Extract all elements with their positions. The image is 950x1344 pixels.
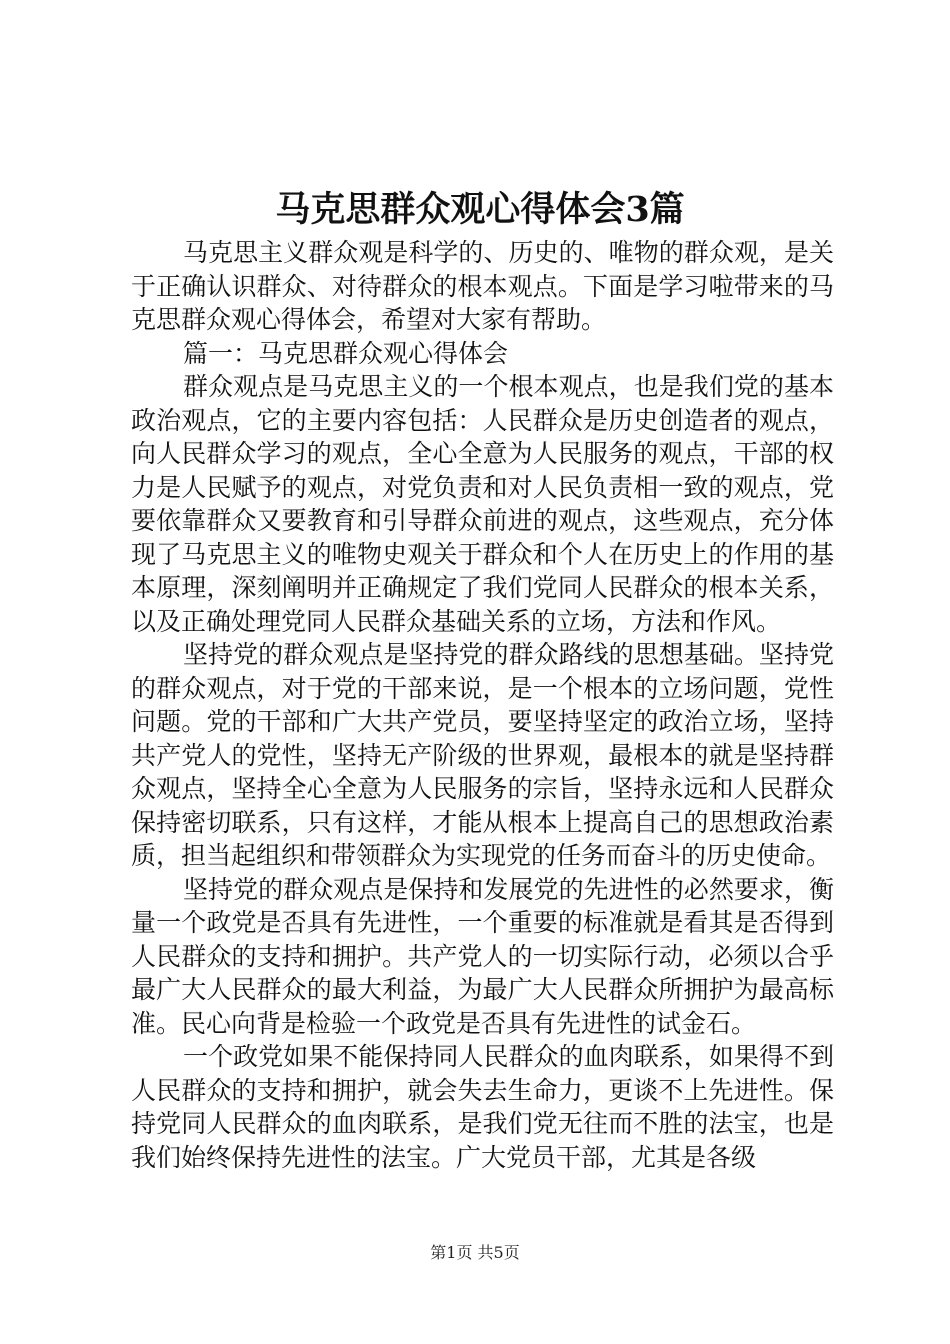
body-paragraph: 一个政党如果不能保持同人民群众的血肉联系，如果得不到人民群众的支持和拥护，就会失去生命力，更谈不上先进性。保持党同人民群众的血肉联系，是我们党无往而不胜的法宝，也是我们始终保持先进性的法宝。广大党员干部，尤其是各级 — [131, 1042, 834, 1172]
page-number-footer: 第1页 共5页 — [430, 1243, 520, 1262]
body-paragraph: 坚持党的群众观点是保持和发展党的先进性的必然要求，衡量一个政党是否具有先进性，一个重要的标准就是看其是否得到人民群众的支持和拥护。共产党人的一切实际行动，必须以合乎最广大人民群众的最大利益，为最广大人民群众所拥护为最高标准。民心向背是检验一个政党是否具有先进性的试金石。 — [131, 874, 834, 1038]
document-title: 马克思群众观心得体会3篇 — [275, 189, 685, 230]
intro-paragraph: 马克思主义群众观是科学的、历史的、唯物的群众观，是关于正确认识群众、对待群众的根本观点。下面是学习啦带来的马克思群众观心得体会，希望对大家有帮助。 — [131, 238, 834, 334]
body-paragraph: 坚持党的群众观点是坚持党的群众路线的思想基础。坚持党的群众观点，对于党的干部来说，是一个根本的立场问题，党性问题。党的干部和广大共产党员，要坚持坚定的政治立场，坚持共产党人的党性，坚持无产阶级的世界观，最根本的就是坚持群众观点，坚持全心全意为人民服务的宗旨，坚持永远和人民群众保持密切联系，只有这样，才能从根本上提高自己的思想政治素质，担当起组织和带领群众为实现党的任务而奋斗的历史使命。 — [131, 640, 834, 870]
document-body — [131, 236, 834, 1174]
body-paragraph: 群众观点是马克思主义的一个根本观点，也是我们党的基本政治观点，它的主要内容包括：人民群众是历史创造者的观点，向人民群众学习的观点，全心全意为人民服务的观点，干部的权力是人民赋予的观点，对党负责和对人民负责相一致的观点，党要依靠群众又要教育和引导群众前进的观点，这些观点，充分体现了马克思主义的唯物史观关于群众和个人在历史上的作用的基本原理，深刻阐明并正确规定了我们党同人民群众的根本关系，以及正确处理党同人民群众基础关系的立场，方法和作风。 — [131, 372, 834, 636]
section-heading: 篇一：马克思群众观心得体会 — [183, 338, 509, 368]
